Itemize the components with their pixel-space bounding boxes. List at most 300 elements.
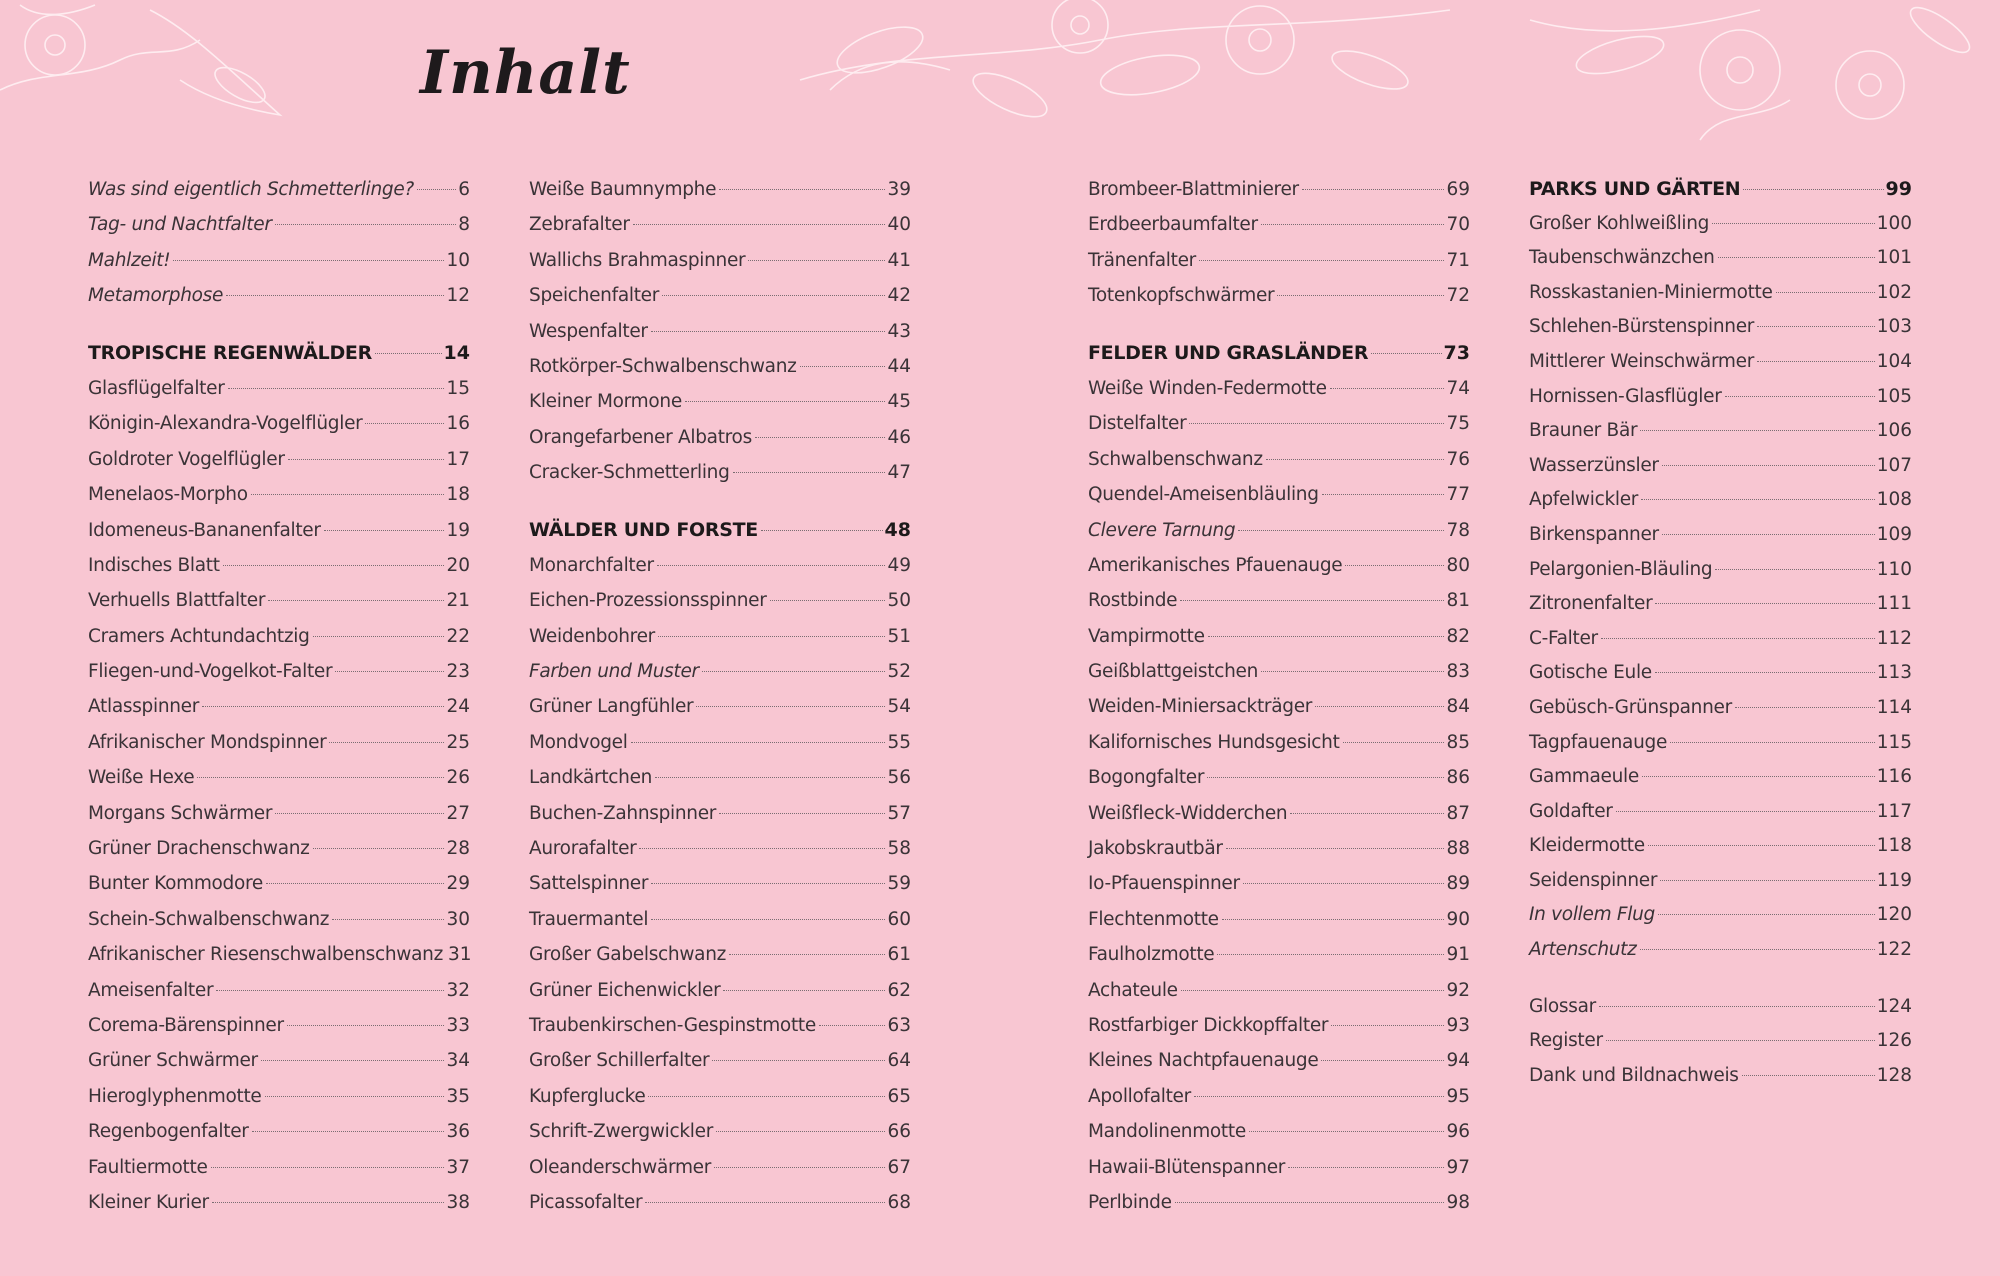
dot-leader xyxy=(1718,256,1875,258)
toc-entry-label: Gotische Eule xyxy=(1529,662,1652,684)
toc-entry xyxy=(529,760,911,795)
dot-leader xyxy=(313,847,445,849)
toc-page-number: 30 xyxy=(446,908,470,930)
toc-entry-label: Aurorafalter xyxy=(529,838,637,860)
toc-entry-label: Afrikanischer Riesenschwalbenschwanz xyxy=(88,944,443,966)
toc-entry xyxy=(88,1043,470,1078)
toc-entry xyxy=(1529,483,1912,518)
toc-page-number: 17 xyxy=(446,448,470,470)
toc-column-1 xyxy=(88,172,470,1242)
dot-leader xyxy=(1658,913,1875,915)
toc-page-number: 112 xyxy=(1876,627,1912,649)
toc-entry xyxy=(1088,725,1470,760)
toc-entry-label: Traubenkirschen-Gespinstmotte xyxy=(529,1014,816,1036)
dot-leader xyxy=(1322,493,1445,495)
dot-leader xyxy=(173,259,444,261)
toc-page-number: 25 xyxy=(446,731,470,753)
toc-entry xyxy=(1088,866,1470,901)
toc-entry xyxy=(88,1114,470,1149)
toc-entry-label: Menelaos-Morpho xyxy=(88,484,248,506)
toc-page-number: 67 xyxy=(887,1156,911,1178)
dot-leader xyxy=(651,882,885,884)
toc-page-number: 38 xyxy=(446,1191,470,1213)
toc-entry xyxy=(1529,1024,1912,1059)
toc-entry xyxy=(529,1043,911,1078)
toc-page-number: 54 xyxy=(887,696,911,718)
toc-entry-label: Flechtenmotte xyxy=(1088,908,1219,930)
toc-page-number: 74 xyxy=(1446,377,1470,399)
dot-leader xyxy=(657,564,886,566)
toc-entry xyxy=(88,172,470,207)
toc-page-number: 31 xyxy=(448,944,472,966)
toc-section xyxy=(529,172,911,491)
dot-leader xyxy=(696,705,885,707)
toc-page-number: 43 xyxy=(887,320,911,342)
toc-entry-label: Regenbogenfalter xyxy=(88,1121,249,1143)
toc-page-number: 50 xyxy=(887,590,911,612)
toc-entry-label: Bunter Kommodore xyxy=(88,873,263,895)
dot-leader xyxy=(1606,1039,1875,1041)
toc-page-number: 94 xyxy=(1446,1050,1470,1072)
dot-leader xyxy=(645,1201,885,1203)
dot-leader xyxy=(1181,989,1445,991)
dot-leader xyxy=(651,918,885,920)
toc-entry xyxy=(88,796,470,831)
toc-entry xyxy=(529,172,911,207)
toc-page-number: 10 xyxy=(446,249,470,271)
toc-page-number: 82 xyxy=(1446,625,1470,647)
toc-column-3 xyxy=(1088,172,1470,1242)
toc-entry xyxy=(529,1114,911,1149)
toc-page-number: 40 xyxy=(887,214,911,236)
toc-entry xyxy=(1088,1079,1470,1114)
toc-page-number: 45 xyxy=(887,391,911,413)
toc-entry-label: Kupferglucke xyxy=(529,1085,646,1107)
toc-page-number: 106 xyxy=(1876,420,1912,442)
toc-entry xyxy=(1529,898,1912,933)
dot-leader xyxy=(1208,635,1445,637)
toc-page-number: 109 xyxy=(1876,523,1912,545)
toc-entry xyxy=(1529,726,1912,761)
toc-entry-label: Goldroter Vogelflügler xyxy=(88,448,285,470)
toc-entry xyxy=(1529,933,1912,968)
toc-entry-label: Tränenfalter xyxy=(1088,249,1196,271)
toc-page-number: 12 xyxy=(446,285,470,307)
toc-entry-label: Amerikanisches Pfauenauge xyxy=(1088,554,1343,576)
toc-page-number: 14 xyxy=(443,341,470,364)
toc-page-number: 18 xyxy=(446,484,470,506)
toc-entry xyxy=(1529,829,1912,864)
dot-leader xyxy=(1660,879,1875,881)
toc-page-number: 89 xyxy=(1446,873,1470,895)
toc-page-number: 85 xyxy=(1446,731,1470,753)
toc-entry-label: Totenkopfschwärmer xyxy=(1088,285,1275,307)
dot-leader xyxy=(202,705,444,707)
toc-page-number: 111 xyxy=(1876,593,1912,615)
toc-page-number: 59 xyxy=(887,873,911,895)
dot-leader xyxy=(324,529,445,531)
toc-page-number: 81 xyxy=(1446,590,1470,612)
dot-leader xyxy=(761,529,883,531)
toc-page-number: 65 xyxy=(887,1085,911,1107)
toc-entry xyxy=(529,689,911,724)
toc-page-number: 119 xyxy=(1876,869,1912,891)
toc-entry-label: Afrikanischer Mondspinner xyxy=(88,731,327,753)
dot-leader xyxy=(1194,1095,1445,1097)
toc-entry xyxy=(88,243,470,278)
toc-entry-label: Weiße Winden-Federmotte xyxy=(1088,377,1327,399)
toc-entry-label: Mittlerer Weinschwärmer xyxy=(1529,350,1755,372)
toc-entry xyxy=(529,1008,911,1043)
toc-page-number: 47 xyxy=(887,462,911,484)
dot-leader xyxy=(197,776,444,778)
toc-page-number: 33 xyxy=(446,1014,470,1036)
dot-leader xyxy=(1743,188,1883,190)
toc-page-number: 63 xyxy=(887,1014,911,1036)
toc-entry-label: Cramers Achtundachtzig xyxy=(88,625,310,647)
dot-leader xyxy=(1315,705,1444,707)
toc-entry xyxy=(1529,760,1912,795)
toc-entry xyxy=(88,1185,470,1220)
dot-leader xyxy=(655,776,885,778)
toc-entry xyxy=(88,207,470,242)
toc-entry xyxy=(1088,831,1470,866)
toc-page-number: 104 xyxy=(1876,350,1912,372)
toc-entry xyxy=(88,937,470,972)
toc-entry xyxy=(1529,553,1912,588)
toc-entry-label: Seidenspinner xyxy=(1529,869,1658,891)
dot-leader xyxy=(639,847,885,849)
toc-page-number: 42 xyxy=(887,285,911,307)
toc-page-number: 20 xyxy=(446,554,470,576)
toc-entry-label: Weiden-Miniersackträger xyxy=(1088,696,1313,718)
dot-leader xyxy=(1238,529,1444,531)
toc-entry xyxy=(1529,241,1912,276)
toc-page-number: 96 xyxy=(1446,1121,1470,1143)
dot-leader xyxy=(1189,422,1444,424)
toc-page-number: 88 xyxy=(1446,838,1470,860)
toc-entry xyxy=(1529,276,1912,311)
toc-page-number: 64 xyxy=(887,1050,911,1072)
toc-page-number: 113 xyxy=(1876,662,1912,684)
toc-entry xyxy=(1088,1185,1470,1220)
toc-entry xyxy=(529,1185,911,1220)
dot-leader xyxy=(712,1059,885,1061)
toc-entry-label: Corema-Bärenspinner xyxy=(88,1014,284,1036)
toc-section xyxy=(1088,172,1470,314)
page-title: Inhalt xyxy=(420,38,631,108)
dot-leader xyxy=(1655,671,1875,673)
dot-leader xyxy=(733,471,886,473)
dot-leader xyxy=(1302,188,1445,190)
dot-leader xyxy=(819,1024,886,1026)
toc-page-number: 114 xyxy=(1876,696,1912,718)
toc-page-number: 122 xyxy=(1876,939,1912,961)
dot-leader xyxy=(1712,222,1875,224)
dot-leader xyxy=(1599,1005,1875,1007)
toc-entry xyxy=(1088,796,1470,831)
toc-page-number: 80 xyxy=(1446,554,1470,576)
toc-page-number: 117 xyxy=(1876,800,1912,822)
toc-entry-label: Rotkörper-Schwalbenschwanz xyxy=(529,355,797,377)
dot-leader xyxy=(1249,1130,1445,1132)
toc-entry xyxy=(529,973,911,1008)
toc-entry-label: Rostfarbiger Dickkopffalter xyxy=(1088,1014,1329,1036)
dot-leader xyxy=(1601,637,1875,639)
toc-entry xyxy=(1088,243,1470,278)
toc-entry-label: Atlasspinner xyxy=(88,696,200,718)
toc-page-number: 103 xyxy=(1876,316,1912,338)
toc-entry xyxy=(1088,207,1470,242)
dot-leader xyxy=(748,259,885,261)
dot-leader xyxy=(651,330,886,332)
toc-entry-label: Verhuells Blattfalter xyxy=(88,590,266,612)
toc-page-number: 105 xyxy=(1876,385,1912,407)
toc-entry-label: Weidenbohrer xyxy=(529,625,655,647)
toc-entry xyxy=(1088,902,1470,937)
toc-entry-label: Pelargonien-Bläuling xyxy=(1529,558,1713,580)
toc-page-number: 97 xyxy=(1446,1156,1470,1178)
dot-leader xyxy=(633,223,886,225)
toc-section-heading xyxy=(529,513,911,548)
toc-entry-label: Io-Pfauenspinner xyxy=(1088,873,1240,895)
toc-entry-label: Kleiner Mormone xyxy=(529,391,682,413)
toc-section xyxy=(529,513,911,1221)
toc-entry-label: Taubenschwänzchen xyxy=(1529,247,1715,269)
toc-entry xyxy=(1088,442,1470,477)
toc-entry xyxy=(1529,1059,1912,1094)
toc-entry-label: Grüner Langfühler xyxy=(529,696,694,718)
toc-entry xyxy=(1088,371,1470,406)
toc-entry xyxy=(1529,587,1912,622)
toc-page-number: 41 xyxy=(887,249,911,271)
toc-entry xyxy=(1088,548,1470,583)
dot-leader xyxy=(719,812,885,814)
toc-entry-label: Fliegen-und-Vogelkot-Falter xyxy=(88,661,333,683)
toc-entry-label: Großer Kohlweißling xyxy=(1529,212,1710,234)
toc-entry-label: Rostbinde xyxy=(1088,590,1178,612)
toc-page-number: 39 xyxy=(887,179,911,200)
toc-page-number: 36 xyxy=(446,1121,470,1143)
floral-decoration xyxy=(0,0,2000,150)
dot-leader xyxy=(216,989,444,991)
toc-entry-label: Zebrafalter xyxy=(529,214,630,236)
dot-leader xyxy=(1261,670,1444,672)
dot-leader xyxy=(211,1166,445,1168)
toc-page-number: 110 xyxy=(1876,558,1912,580)
toc-entry-label: Hieroglyphenmotte xyxy=(88,1085,262,1107)
toc-entry-label: Kalifornisches Hundsgesicht xyxy=(1088,731,1340,753)
dot-leader xyxy=(631,741,886,743)
toc-section xyxy=(88,172,470,314)
dot-leader xyxy=(723,989,885,991)
toc-page-number: 126 xyxy=(1876,1030,1912,1052)
toc-page-number: 100 xyxy=(1876,212,1912,234)
toc-entry xyxy=(88,477,470,512)
dot-leader xyxy=(1776,291,1875,293)
toc-page-number: 83 xyxy=(1446,661,1470,683)
toc-page-number: 92 xyxy=(1446,979,1470,1001)
dot-leader xyxy=(755,436,886,438)
toc-page-number: 101 xyxy=(1876,247,1912,269)
toc-entry xyxy=(529,937,911,972)
toc-entry xyxy=(529,1150,911,1185)
toc-entry-label: Zitronenfalter xyxy=(1529,593,1653,615)
dot-leader xyxy=(1642,775,1875,777)
dot-leader xyxy=(261,1059,445,1061)
toc-entry-label: WÄLDER UND FORSTE xyxy=(529,518,758,541)
toc-entry xyxy=(88,406,470,441)
dot-leader xyxy=(252,1130,445,1132)
toc-entry xyxy=(529,619,911,654)
dot-leader xyxy=(1243,882,1445,884)
dot-leader xyxy=(1175,1201,1445,1203)
toc-entry xyxy=(88,442,470,477)
dot-leader xyxy=(1345,564,1444,566)
toc-entry xyxy=(1529,656,1912,691)
toc-entry xyxy=(529,314,911,349)
toc-entry xyxy=(529,548,911,583)
dot-leader xyxy=(1321,1059,1444,1061)
toc-page-number: 84 xyxy=(1446,696,1470,718)
toc-page-number: 120 xyxy=(1876,904,1912,926)
toc-entry-label: Speichenfalter xyxy=(529,285,660,307)
toc-page-number: 90 xyxy=(1446,908,1470,930)
toc-page-number: 70 xyxy=(1446,214,1470,236)
toc-entry-label: Erdbeerbaumfalter xyxy=(1088,214,1258,236)
toc-page-number: 91 xyxy=(1446,944,1470,966)
toc-page-number: 46 xyxy=(887,426,911,448)
toc-entry xyxy=(88,583,470,618)
toc-page-number: 48 xyxy=(884,518,911,541)
toc-page-number: 49 xyxy=(887,554,911,576)
dot-leader xyxy=(719,188,885,190)
toc-entry-label: Schwalbenschwanz xyxy=(1088,448,1263,470)
toc-entry-label: Großer Gabelschwanz xyxy=(529,944,727,966)
toc-entry-label: Indisches Blatt xyxy=(88,554,220,576)
toc-section xyxy=(1529,990,1912,1094)
toc-section-heading xyxy=(1088,336,1470,371)
dot-leader xyxy=(1288,1166,1444,1168)
toc-entry xyxy=(1088,937,1470,972)
toc-entry xyxy=(1529,345,1912,380)
toc-entry xyxy=(1088,172,1470,207)
toc-entry-label: Apfelwickler xyxy=(1529,489,1639,511)
dot-leader xyxy=(1662,533,1875,535)
toc-page-number: 55 xyxy=(887,731,911,753)
dot-leader xyxy=(1757,325,1875,327)
toc-entry xyxy=(1529,990,1912,1025)
dot-leader xyxy=(265,1095,445,1097)
toc-page-number: 44 xyxy=(887,355,911,377)
toc-entry-label: PARKS UND GÄRTEN xyxy=(1529,178,1741,200)
toc-entry xyxy=(88,619,470,654)
dot-leader xyxy=(223,564,445,566)
toc-entry-label: Tag- und Nachtfalter xyxy=(88,214,272,236)
toc-entry-label: Picassofalter xyxy=(529,1191,643,1213)
toc-entry-label: Quendel-Ameisenbläuling xyxy=(1088,484,1319,506)
toc-page-number: 108 xyxy=(1876,489,1912,511)
toc-page-number: 118 xyxy=(1876,835,1912,857)
toc-entry xyxy=(1088,477,1470,512)
toc-entry xyxy=(88,760,470,795)
toc-entry xyxy=(1088,654,1470,689)
toc-page-number: 66 xyxy=(887,1121,911,1143)
toc-entry xyxy=(88,1008,470,1043)
dot-leader xyxy=(648,1095,885,1097)
toc-entry-label: Weiße Hexe xyxy=(88,767,195,789)
toc-page-number: 34 xyxy=(446,1050,470,1072)
toc-entry xyxy=(529,243,911,278)
dot-leader xyxy=(212,1201,445,1203)
toc-entry-label: Kleidermotte xyxy=(1529,835,1645,857)
toc-page-number: 60 xyxy=(887,908,911,930)
toc-entry-label: Mandolinenmotte xyxy=(1088,1121,1246,1143)
toc-entry-label: Register xyxy=(1529,1030,1603,1052)
toc-section xyxy=(1529,172,1912,968)
toc-page-number: 32 xyxy=(446,979,470,1001)
toc-page-number: 16 xyxy=(446,413,470,435)
toc-entry-label: Wespenfalter xyxy=(529,320,648,342)
toc-entry-label: C-Falter xyxy=(1529,627,1598,649)
toc-entry-label: Schrift-Zwergwickler xyxy=(529,1121,713,1143)
toc-page-number: 72 xyxy=(1446,285,1470,307)
dot-leader xyxy=(1226,847,1445,849)
dot-leader xyxy=(1655,602,1874,604)
toc-page-number: 124 xyxy=(1876,995,1912,1017)
dot-leader xyxy=(275,812,444,814)
toc-entry xyxy=(88,831,470,866)
toc-entry-label: Distelfalter xyxy=(1088,413,1187,435)
toc-page-number: 19 xyxy=(446,519,470,541)
dot-leader xyxy=(770,599,886,601)
toc-entry-label: Hawaii-Blütenspanner xyxy=(1088,1156,1286,1178)
toc-entry xyxy=(88,973,470,1008)
toc-page-number: 87 xyxy=(1446,802,1470,824)
dot-leader xyxy=(1266,458,1445,460)
toc-entry-label: Weißfleck-Widderchen xyxy=(1088,802,1288,824)
toc-entry xyxy=(88,1079,470,1114)
toc-entry-label: Achateule xyxy=(1088,979,1178,1001)
dot-leader xyxy=(1222,918,1445,920)
toc-entry-label: Dank und Bildnachweis xyxy=(1529,1064,1739,1086)
toc-entry xyxy=(88,866,470,901)
toc-entry-label: Grüner Schwärmer xyxy=(88,1050,258,1072)
toc-entry-label: Vampirmotte xyxy=(1088,625,1205,647)
dot-leader xyxy=(800,365,886,367)
dot-leader xyxy=(1330,387,1445,389)
toc-page-number: 73 xyxy=(1443,341,1470,364)
dot-leader xyxy=(658,635,885,637)
dot-leader xyxy=(1648,844,1875,846)
toc-entry xyxy=(88,654,470,689)
toc-entry xyxy=(1088,1150,1470,1185)
toc-entry xyxy=(529,866,911,901)
dot-leader xyxy=(685,400,886,402)
toc-entry-label: Monarchfalter xyxy=(529,554,654,576)
toc-entry-label: Was sind eigentlich Schmetterlinge? xyxy=(88,179,414,200)
toc-entry xyxy=(88,278,470,313)
dot-leader xyxy=(226,294,444,296)
toc-page-number: 75 xyxy=(1446,413,1470,435)
toc-entry-label: Buchen-Zahnspinner xyxy=(529,802,717,824)
toc-entry xyxy=(1529,622,1912,657)
toc-entry xyxy=(1088,1008,1470,1043)
toc-page-number: 78 xyxy=(1446,519,1470,541)
toc-entry-label: Orangefarbener Albatros xyxy=(529,426,752,448)
toc-entry xyxy=(529,349,911,384)
toc-entry xyxy=(1529,380,1912,415)
